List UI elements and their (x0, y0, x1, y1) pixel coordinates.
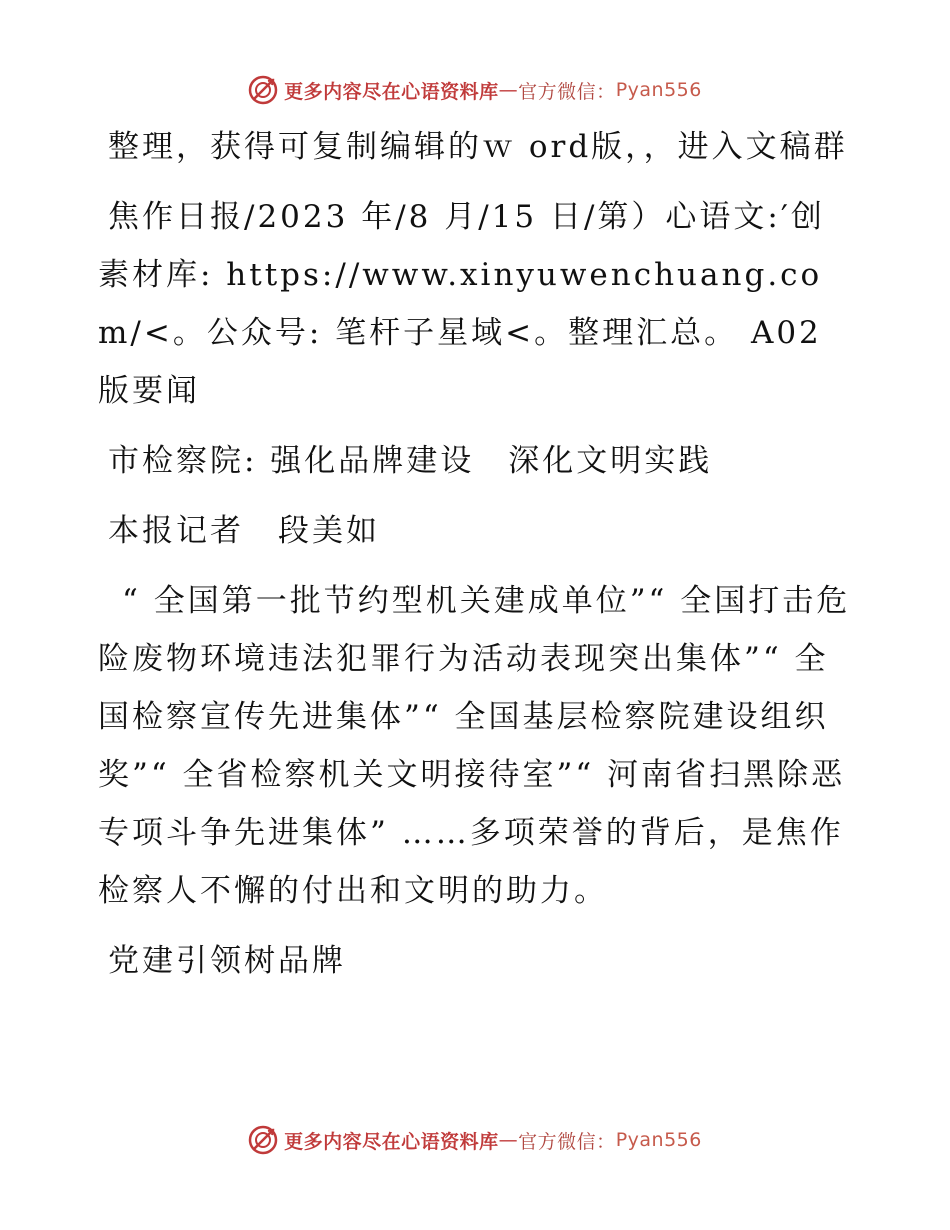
reporter-byline: 本报记者 段美如 (108, 513, 380, 549)
section-heading: 党建引领树品牌 (108, 943, 346, 979)
watermark-wechat-id: Pyan556 (615, 1129, 702, 1151)
watermark-footer (0, 1120, 950, 1160)
watermark-sub-text: 官方微信： (518, 1130, 616, 1153)
library-logo-icon (248, 1125, 278, 1155)
watermark-header (0, 70, 950, 110)
watermark-sub-text: 官方微信： (518, 80, 616, 103)
source-paragraph: 焦作日报/2023 年/8 月/15 日/第）心语文:′创素材库: https://www.xinyuwenchuang.com/<。公众号: 笔杆子星域<。整理汇总。 A02 版要闻 (98, 199, 825, 409)
article-title: 市检察院: 强化品牌建设 深化文明实践 (108, 443, 713, 479)
watermark-main-text: 更多内容尽在心语资料库 (284, 80, 499, 103)
watermark-separator: — (498, 79, 519, 101)
watermark-main-text: 更多内容尽在心语资料库 (284, 1130, 499, 1153)
honors-paragraph: “ 全国第一批节约型机关建成单位”“ 全国打击危险废物环境违法犯罪行为活动表现突出集体”“ 全国检察宣传先进集体”“ 全国基层检察院建设组织奖”“ 全省检察机关文明接待室”“ 河南省扫黑除恶专项斗争先进集体” ……多项荣誉的背后，是焦作检察人不懈的付出和文明的助力。 (98, 583, 851, 909)
document-body (98, 118, 858, 1002)
watermark-separator: — (498, 1129, 519, 1151)
watermark-wechat-id: Pyan556 (615, 79, 702, 101)
library-logo-icon (248, 75, 278, 105)
intro-paragraph: 整理，获得可复制编辑的ｗ ord版，，进入文稿群 (108, 129, 848, 165)
